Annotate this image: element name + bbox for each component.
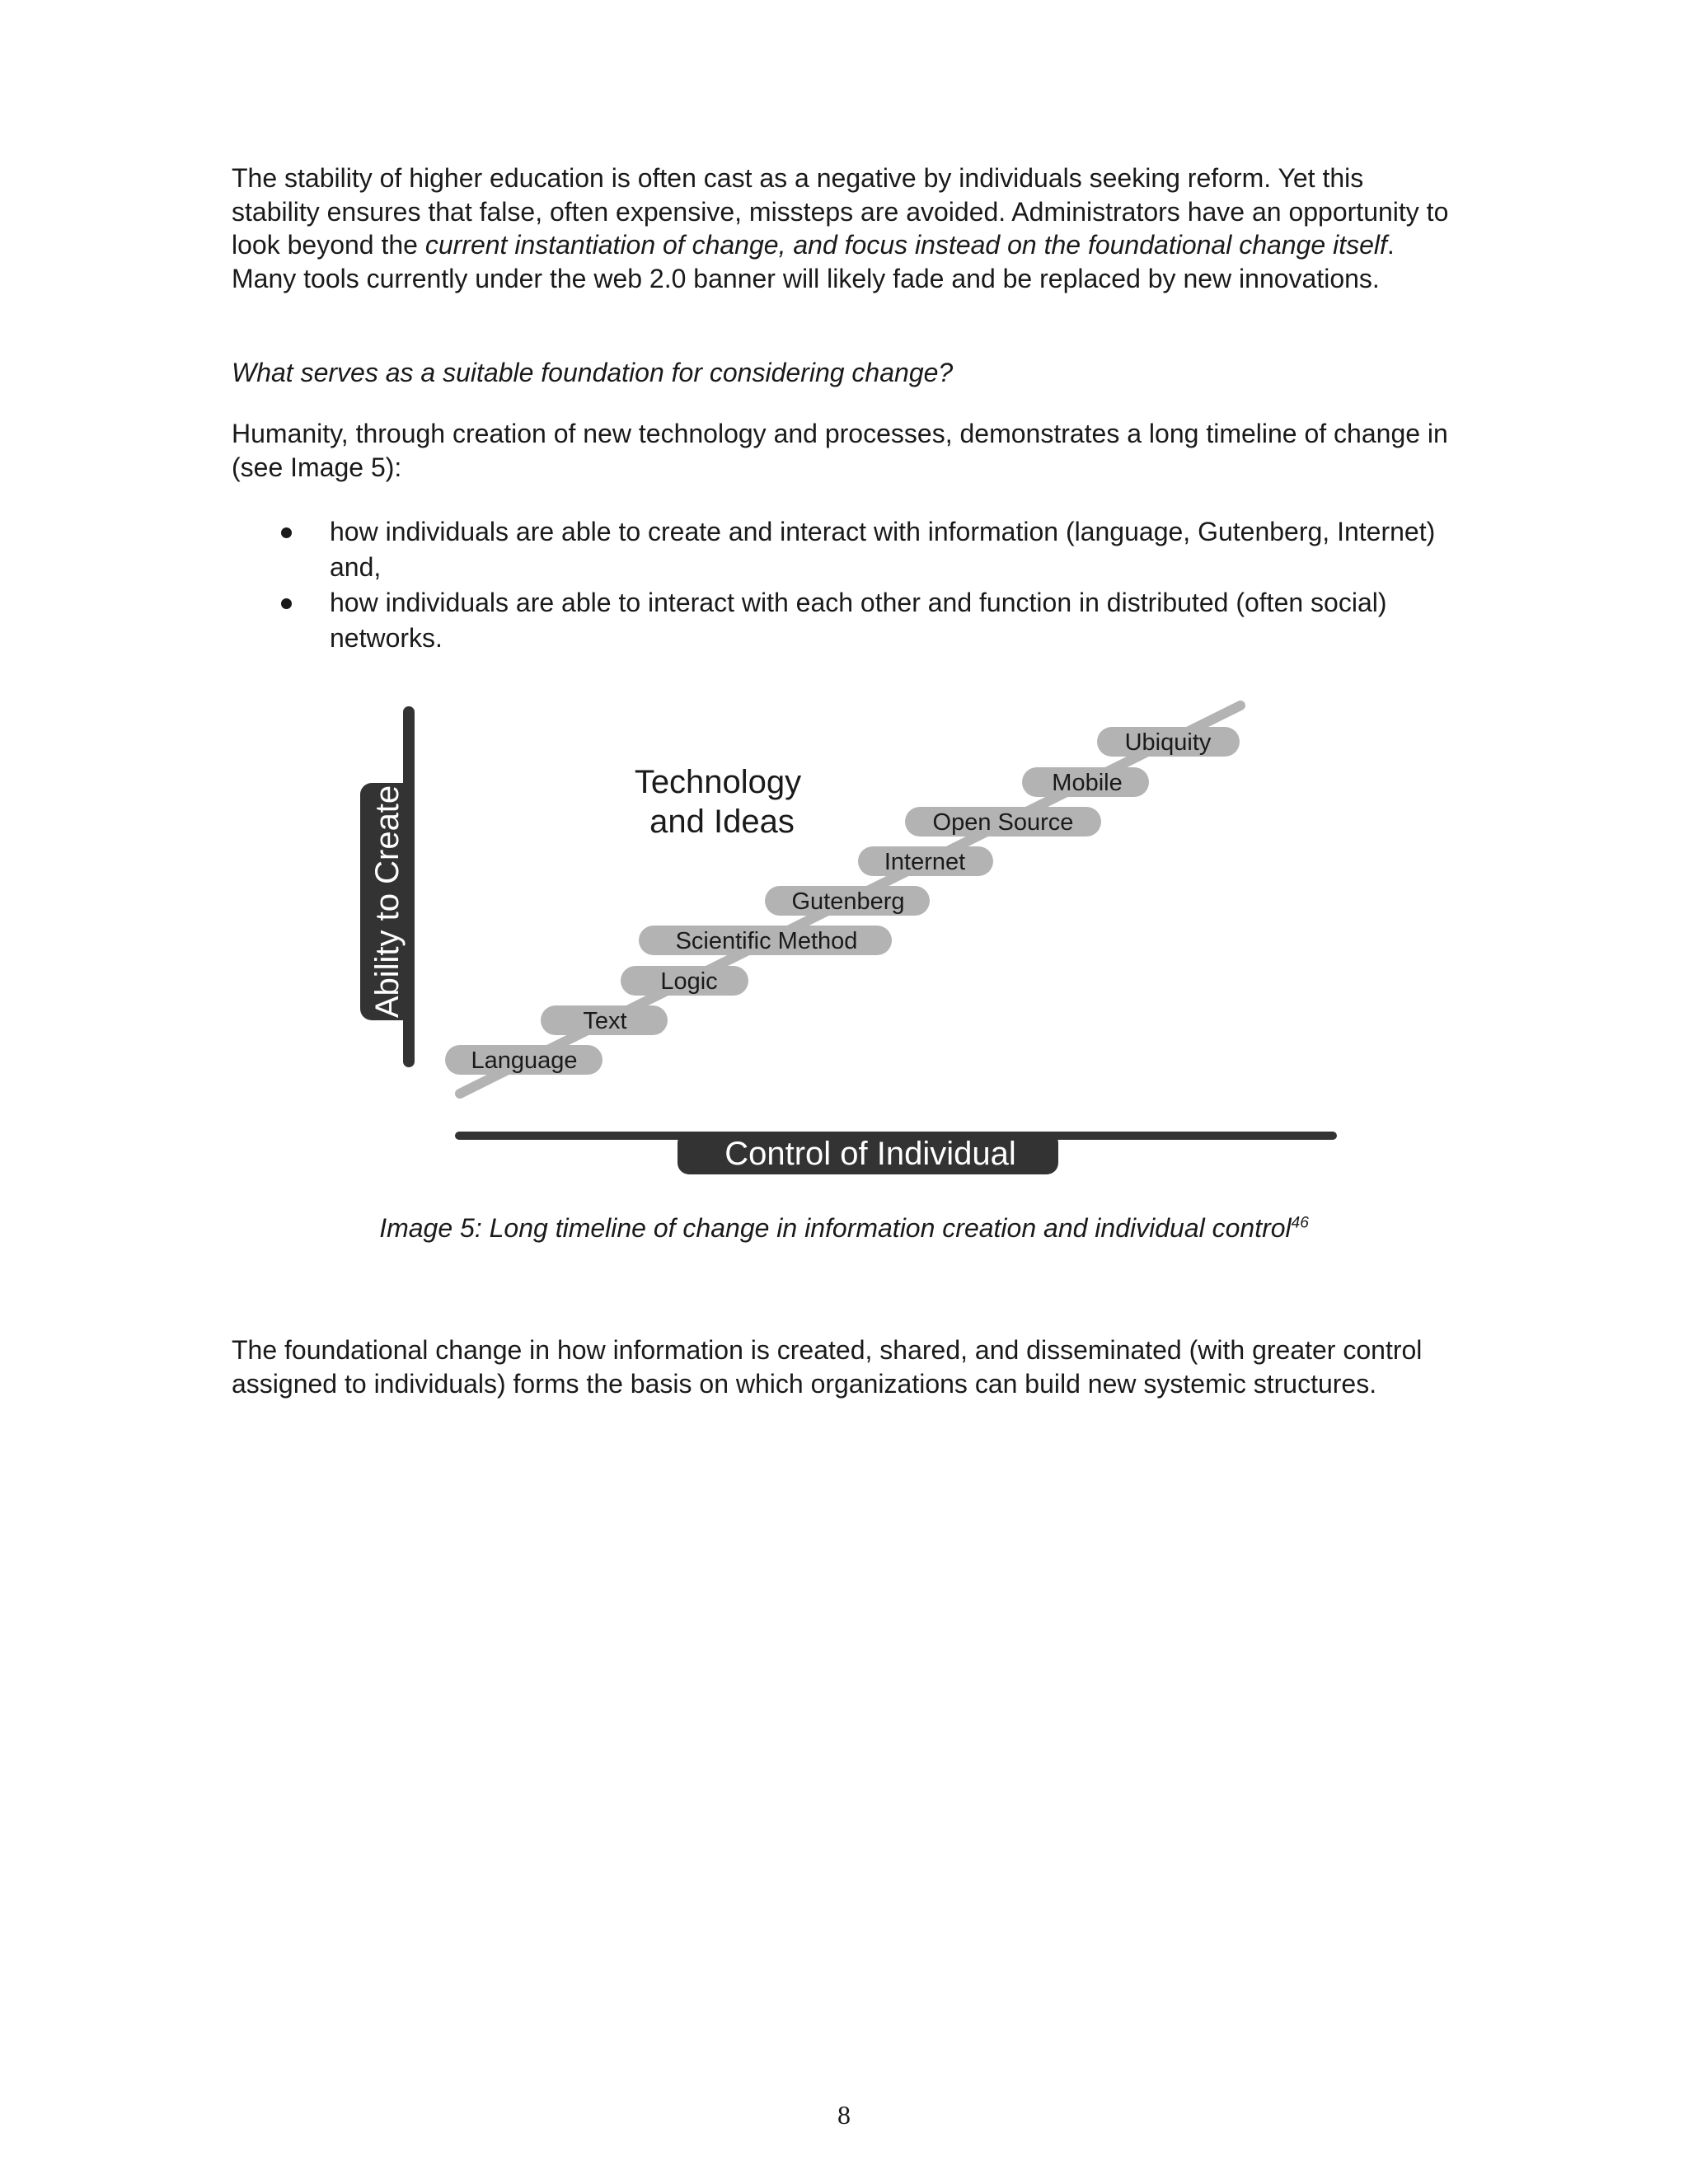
step-language (445, 1045, 603, 1075)
step-label: Logic (660, 968, 718, 995)
figure-title-line1: Technology (634, 764, 802, 800)
step-label: Ubiquity (1124, 729, 1212, 756)
step-mobile (1022, 767, 1149, 797)
step-label: Mobile (1052, 770, 1123, 796)
paragraph-stability-italic: current instantiation of change, and focus instead on the foundational change itself (424, 230, 1387, 260)
x-axis-label: Control of Individual (724, 1136, 1016, 1172)
paragraph-stability-text-1: The stability of higher education is often cast as a negative by individuals seeking reform. Yet this stability ensures that false, often expensive, missteps are avoided. Administrators have an opportunity to look beyond the (232, 163, 1449, 260)
step-gutenberg (765, 886, 930, 916)
bullet-text: how individuals are able to interact with each other and function in distributed (often social) networks. (330, 588, 1387, 653)
paragraph-stability-text-2: . Many tools currently under the web 2.0 banner will likely fade and be replaced by new innovations. (232, 230, 1395, 293)
y-axis (360, 706, 415, 1067)
step-internet (858, 846, 993, 876)
figure-title-line2: and Ideas (649, 804, 795, 840)
x-axis (455, 1132, 1337, 1174)
step-label: Gutenberg (791, 888, 905, 915)
step-text (541, 1005, 668, 1035)
step-label: Open Source (932, 809, 1074, 836)
figure-caption (0, 1212, 1688, 1244)
bullet-text: how individuals are able to create and interact with information (language, Gutenberg, Internet) and, (330, 517, 1436, 582)
step-ubiquity (1097, 727, 1240, 757)
step-label: Internet (884, 849, 966, 875)
caption-text: Image 5: Long timeline of change in information creation and individual control (379, 1213, 1292, 1243)
paragraph-foundational: The foundational change in how information is created, shared, and disseminated (with greater control assigned to individuals) forms the basis on which organizations can build new systemic structures. (232, 1335, 1423, 1399)
caption-footnote: 46 (1291, 1214, 1309, 1232)
step-label: Text (583, 1008, 627, 1034)
question-heading: What serves as a suitable foundation for considering change? (232, 358, 954, 387)
step-scientific-method (639, 926, 892, 955)
y-axis-label: Ability to Create (369, 785, 406, 1019)
paragraph-humanity: Humanity, through creation of new technology and processes, demonstrates a long timeline of change in (see Image 5): (232, 419, 1448, 482)
step-label: Language (471, 1047, 578, 1074)
step-open-source (905, 807, 1101, 837)
step-label: Scientific Method (675, 928, 858, 954)
page-number: 8 (837, 2100, 851, 2130)
step-logic (621, 966, 748, 996)
